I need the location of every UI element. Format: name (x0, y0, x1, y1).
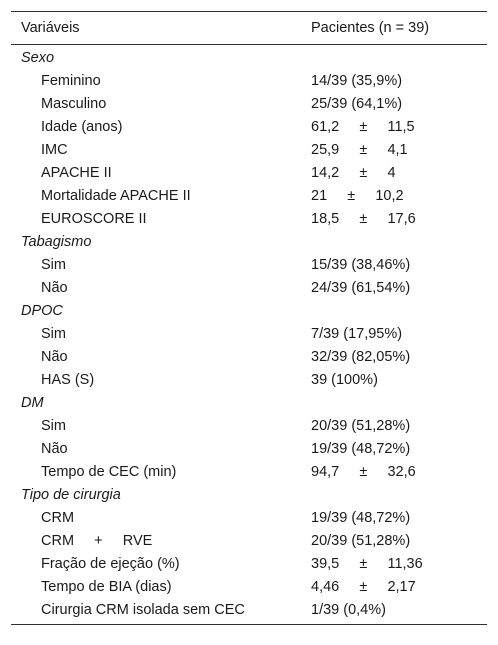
table-row (11, 460, 487, 483)
row-value: 25,9 ± 4,1 (311, 141, 408, 158)
section-row (11, 46, 487, 69)
section-row (11, 391, 487, 414)
row-value: 39 (100%) (311, 371, 378, 388)
section-label: Tipo de cirurgia (21, 486, 121, 503)
table-row (11, 598, 487, 621)
row-value: 21 ± 10,2 (311, 187, 404, 204)
header-variables: Variáveis (21, 20, 80, 36)
row-label: Tempo de CEC (min) (41, 463, 177, 480)
row-value: 18,5 ± 17,6 (311, 210, 416, 227)
row-label: Sim (41, 325, 66, 342)
table-row (11, 368, 487, 391)
row-value: 20/39 (51,28%) (311, 532, 411, 549)
row-value: 39,5 ± 11,36 (311, 555, 423, 572)
row-value: 94,7 ± 32,6 (311, 463, 416, 480)
row-label: Sim (41, 417, 66, 434)
row-value: 4,46 ± 2,17 (311, 578, 416, 595)
row-label: CRM + RVE (41, 532, 153, 549)
table-row (11, 115, 487, 138)
table-row (11, 322, 487, 345)
section-label: Tabagismo (21, 233, 92, 250)
section-row (11, 230, 487, 253)
row-label: CRM (41, 509, 75, 526)
row-label: Não (41, 348, 68, 365)
table-row (11, 552, 487, 575)
row-label: IMC (41, 141, 68, 158)
row-label: Não (41, 279, 68, 296)
table-header (11, 12, 487, 45)
row-label: APACHE II (41, 164, 112, 181)
table-row (11, 69, 487, 92)
table-row (11, 345, 487, 368)
row-value: 25/39 (64,1%) (311, 95, 403, 112)
row-label: Masculino (41, 95, 107, 112)
header-patients: Pacientes (n = 39) (311, 20, 430, 36)
table-row (11, 276, 487, 299)
table-row (11, 529, 487, 552)
table-row (11, 207, 487, 230)
section-row (11, 299, 487, 322)
row-label: Fração de ejeção (%) (41, 555, 180, 572)
row-value: 14,2 ± 4 (311, 164, 396, 181)
row-label: HAS (S) (41, 371, 95, 388)
row-value: 61,2 ± 11,5 (311, 118, 415, 135)
row-label: Idade (anos) (41, 118, 123, 135)
table-body (11, 45, 487, 624)
row-value: 19/39 (48,72%) (311, 440, 411, 457)
row-value: 24/39 (61,54%) (311, 279, 411, 296)
section-label: DPOC (21, 302, 63, 319)
row-label: Mortalidade APACHE II (41, 187, 191, 204)
table-row (11, 184, 487, 207)
row-value: 1/39 (0,4%) (311, 601, 386, 618)
row-label: Não (41, 440, 68, 457)
row-value: 15/39 (38,46%) (311, 256, 411, 273)
row-value: 32/39 (82,05%) (311, 348, 411, 365)
table-row (11, 161, 487, 184)
table-row (11, 138, 487, 161)
row-value: 20/39 (51,28%) (311, 417, 411, 434)
section-row (11, 483, 487, 506)
table-row (11, 414, 487, 437)
table-row (11, 253, 487, 276)
row-value: 7/39 (17,95%) (311, 325, 403, 342)
row-label: Sim (41, 256, 66, 273)
row-label: EUROSCORE II (41, 210, 147, 227)
row-label: Cirurgia CRM isolada sem CEC (41, 601, 245, 618)
patient-characteristics-table (11, 11, 487, 625)
section-label: DM (21, 394, 44, 411)
section-label: Sexo (21, 49, 55, 66)
row-value: 19/39 (48,72%) (311, 509, 411, 526)
row-label: Tempo de BIA (dias) (41, 578, 172, 595)
table-row (11, 437, 487, 460)
table-row (11, 575, 487, 598)
row-label: Feminino (41, 72, 101, 89)
row-value: 14/39 (35,9%) (311, 72, 403, 89)
table-row (11, 92, 487, 115)
table-row (11, 506, 487, 529)
